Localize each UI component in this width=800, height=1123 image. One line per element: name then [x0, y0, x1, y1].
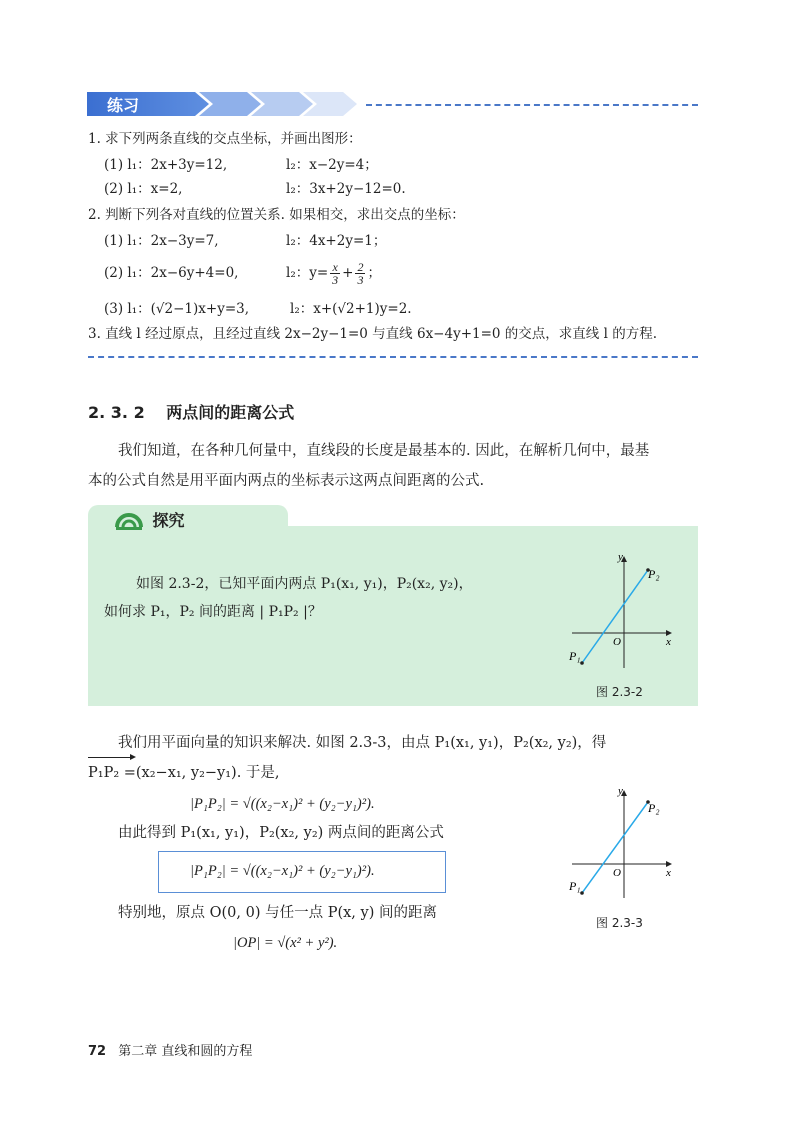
- exercise-banner: [87, 92, 357, 116]
- formula-2: |OP| = √(x² + y²).: [233, 935, 338, 951]
- q1-part1-right: l₂：x−2y=4；: [286, 157, 378, 173]
- figure-2-3-3: [568, 782, 680, 906]
- fraction-2-over-3: $\frac{2}{3}$: [357, 260, 364, 287]
- q2-part3-right: l₂：x+(√2+1)y=2.: [290, 301, 412, 317]
- q2-part2-right: l₂：y= $\frac{x}{3}$ + $\frac{2}{3}$ ；: [286, 260, 381, 287]
- fig1-label-p1: P₁: [569, 649, 581, 663]
- q2-part1-right: l₂：4x+2y=1；: [286, 233, 387, 249]
- fig2-point-p1: [580, 891, 584, 895]
- q1-part2-right: l₂：3x+2y−12=0.: [286, 181, 406, 197]
- formula-1: |P₁P₂| = √((x₂−x₁)² + (y₂−y₁)²).: [190, 796, 375, 812]
- exercise-bottom-divider: [88, 356, 698, 358]
- explore-label: 探究: [152, 511, 185, 530]
- explore-icon: [114, 509, 144, 531]
- explore-line-2: 如何求 P₁，P₂ 间的距离 | P₁P₂ |？: [104, 604, 322, 620]
- fig1-label-x: x: [666, 636, 671, 648]
- fig2-segment: [582, 802, 648, 893]
- exercise-top-divider: [366, 104, 698, 106]
- q2-part3-left: (3) l₁：(√2−1)x+y=3,: [104, 301, 250, 317]
- fig2-label-o: O: [613, 867, 621, 879]
- fig1-label-o: O: [613, 636, 621, 648]
- intro-line-1: 我们知道，在各种几何量中，直线段的长度是最基本的. 因此，在解析几何中，最基: [118, 443, 650, 459]
- fig2-label-p1: P₁: [569, 879, 581, 893]
- intro-line-2: 本的公式自然是用平面内两点的坐标表示这两点间距离的公式.: [88, 473, 485, 489]
- q2-part2-left: (2) l₁：2x−6y+4=0,: [104, 265, 239, 281]
- figure-2-3-3-caption: 图 2.3-3: [596, 916, 643, 930]
- q1-stem: 1. 求下列两条直线的交点坐标，并画出图形：: [88, 131, 362, 147]
- body-line-1: 我们用平面向量的知识来解决. 如图 2.3-3，由点 P₁(x₁, y₁)，P₂(x₂, y₂)，得: [118, 735, 607, 751]
- figure-2-3-2: [568, 548, 680, 676]
- body-line-3: 由此得到 P₁(x₁, y₁)，P₂(x₂, y₂) 两点间的距离公式: [118, 825, 444, 841]
- explore-line-1: 如图 2.3-2，已知平面内两点 P₁(x₁, y₁)，P₂(x₂, y₂)，: [136, 576, 473, 592]
- fig2-label-p2: P₂: [648, 801, 660, 815]
- boxed-formula: |P₁P₂| = √((x₂−x₁)² + (y₂−y₁)²).: [190, 863, 375, 879]
- page-number: 72: [88, 1044, 107, 1059]
- fraction-x-over-3: $\frac{x}{3}$: [332, 260, 339, 287]
- q1-part1-left: (1) l₁：2x+3y=12,: [104, 157, 228, 173]
- body-line-4: 特别地，原点 O(0, 0) 与任一点 P(x, y) 间的距离: [118, 905, 437, 921]
- q2-part2-right-prefix: l₂：y=: [286, 265, 329, 281]
- section-heading: [88, 400, 294, 423]
- explore-header: [114, 508, 184, 531]
- exercise-banner-label: 练习: [107, 96, 140, 115]
- fig1-point-p1: [580, 661, 584, 665]
- fig1-label-y: y: [618, 551, 623, 563]
- fig1-label-p2: P₂: [648, 567, 660, 581]
- section-number: 2. 3. 2: [88, 403, 145, 422]
- fig1-segment: [582, 570, 648, 663]
- q2-part1-left: (1) l₁：2x−3y=7,: [104, 233, 219, 249]
- chapter-title: 第二章 直线和圆的方程: [118, 1044, 253, 1059]
- section-title: 两点间的距离公式: [166, 403, 295, 422]
- fig2-label-x: x: [666, 867, 671, 879]
- q2-stem: 2. 判断下列各对直线的位置关系. 如果相交，求出交点的坐标：: [88, 207, 465, 223]
- fig2-label-y: y: [618, 785, 623, 797]
- figure-2-3-2-caption: 图 2.3-2: [596, 685, 643, 699]
- body-line-2: P₁P₂ =(x₂−x₁, y₂−y₁). 于是,: [88, 765, 280, 781]
- plus-sign: +: [342, 265, 354, 281]
- q3-text: 3. 直线 l 经过原点，且经过直线 2x−2y−1=0 与直线 6x−4y+1=0 的交点，求直线 l 的方程.: [88, 326, 657, 342]
- page-footer: [88, 1040, 252, 1059]
- q1-part2-left: (2) l₁：x=2,: [104, 181, 183, 197]
